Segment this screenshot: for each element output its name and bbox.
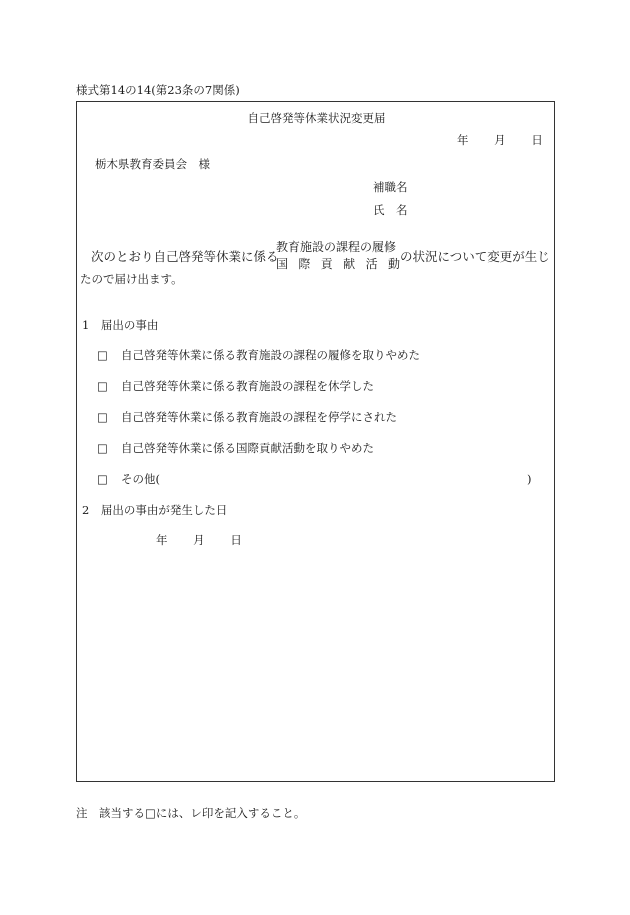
occurrence-year-label: 年 <box>156 533 168 547</box>
addressee: 栃木県教育委員会 様 <box>95 157 210 171</box>
checkbox-icon[interactable]: □ <box>97 410 108 424</box>
position-label: 補職名 <box>373 180 408 194</box>
reason-label: 自己啓発等休業に係る国際貢献活動を取りやめた <box>121 441 374 455</box>
date-month-label: 月 <box>494 133 506 147</box>
option-char: 活 <box>365 257 378 271</box>
statement-prefix: 次のとおり自己啓発等休業に係る <box>91 249 279 264</box>
form-title: 自己啓発等休業状況変更届 <box>247 111 386 125</box>
form-frame <box>76 101 555 782</box>
date-year-label: 年 <box>457 133 469 147</box>
option-char: 際 <box>298 257 311 271</box>
option-char: 国 <box>276 257 289 271</box>
section1-heading: 1 届出の事由 <box>82 318 159 332</box>
other-close-paren: ) <box>527 472 532 486</box>
reason-option-other[interactable] <box>97 474 160 486</box>
option-char: 動 <box>387 257 400 271</box>
statement-option-international <box>276 258 400 270</box>
occurrence-day-label: 日 <box>230 533 242 547</box>
reason-option-4[interactable] <box>97 443 374 455</box>
reason-label: 自己啓発等休業に係る教育施設の課程を停学にされた <box>121 410 397 424</box>
option-char: 献 <box>343 257 356 271</box>
occurrence-date[interactable] <box>156 535 242 547</box>
reason-option-2[interactable] <box>97 381 374 393</box>
occurrence-month-label: 月 <box>193 533 205 547</box>
reason-option-3[interactable] <box>97 412 397 424</box>
statement-option-education: 教育施設の課程の履修 <box>276 240 397 254</box>
submission-date <box>457 135 543 147</box>
name-label: 氏 名 <box>373 203 408 217</box>
checkbox-icon[interactable]: □ <box>97 379 108 393</box>
footer-note: 注 該当する□には、レ印を記入すること。 <box>76 806 306 820</box>
date-day-label: 日 <box>531 133 543 147</box>
reason-label: 自己啓発等休業に係る教育施設の課程を休学した <box>121 379 374 393</box>
statement-suffix: の状況について変更が生じ <box>400 249 550 264</box>
other-label: その他( <box>121 472 160 486</box>
section2-heading: 2 届出の事由が発生した日 <box>82 503 228 517</box>
checkbox-icon[interactable]: □ <box>97 348 108 362</box>
reason-label: 自己啓発等休業に係る教育施設の課程の履修を取りやめた <box>121 348 420 362</box>
form-number: 様式第14の14(第23条の7関係) <box>76 83 240 97</box>
option-char: 貢 <box>320 257 333 271</box>
checkbox-icon[interactable]: □ <box>97 472 108 486</box>
checkbox-icon[interactable]: □ <box>97 441 108 455</box>
statement-line2: たので届け出ます。 <box>80 272 183 286</box>
reason-option-1[interactable] <box>97 350 420 362</box>
